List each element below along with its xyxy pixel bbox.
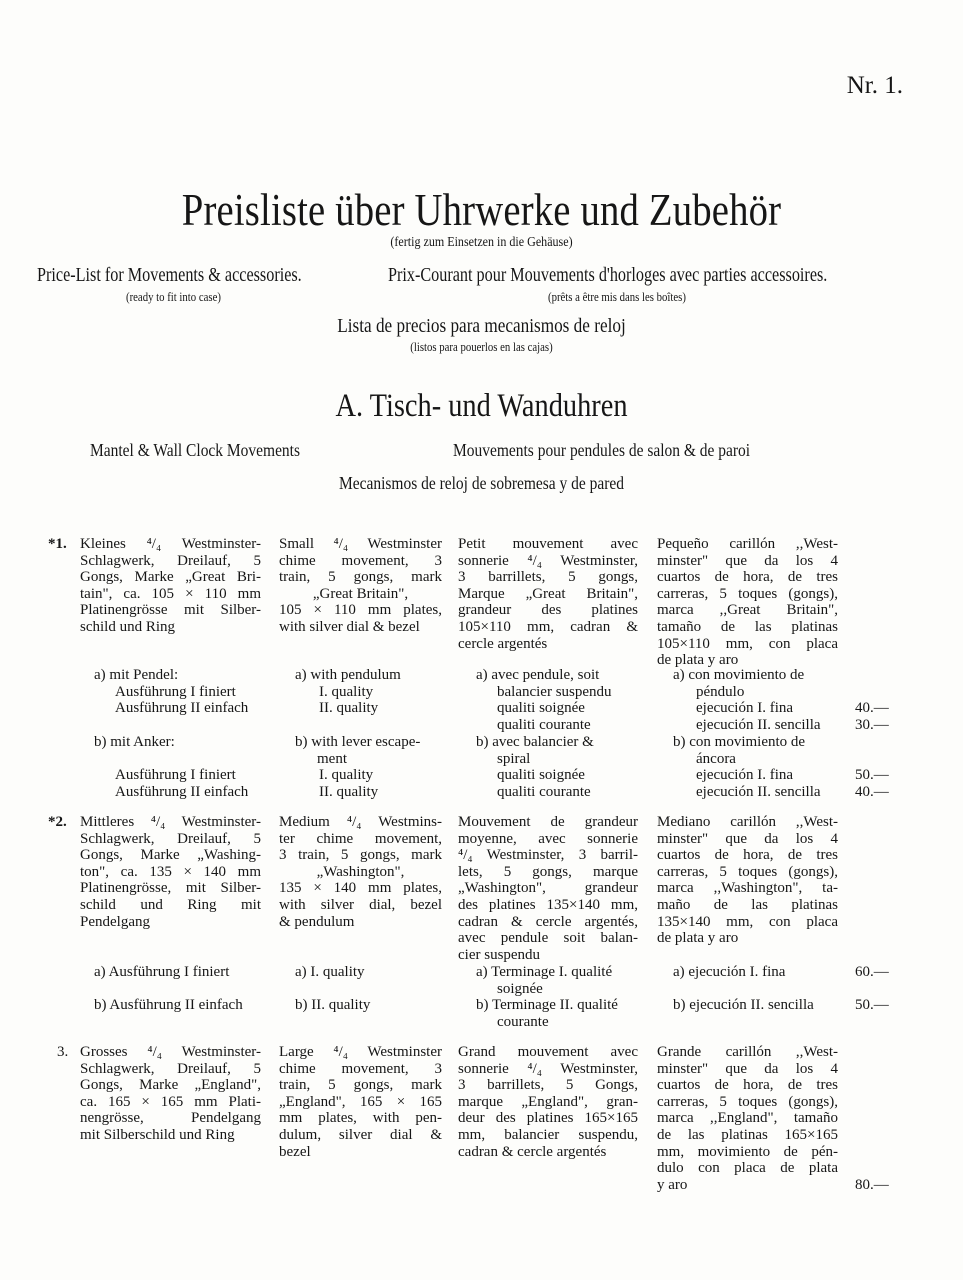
description-line: 3 train, 5 gongs, mark [279, 847, 442, 864]
option-french-line: a) avec pendule, soit [476, 667, 600, 683]
description-line: minster" que da los 4 [657, 1060, 838, 1077]
description-line: minster" que da los 4 [657, 830, 838, 847]
price: 50.— [855, 767, 889, 784]
description-english [279, 536, 442, 636]
description-line: moyenne, avec sonnerie [458, 830, 638, 847]
description-line: 3 barrillets, 5 gongs, [458, 569, 638, 586]
option-french-line: qualiti soignée [497, 767, 585, 784]
description-line: „England", 165 × 165 [279, 1093, 442, 1110]
option-english-line: II. quality [319, 783, 379, 800]
page-number: Nr. 1. [846, 72, 903, 99]
description-line: cuartos de hora, de tres [657, 1077, 838, 1094]
description-line: Marque „Great Britain", [458, 585, 638, 602]
item-number: *2. [48, 814, 67, 830]
description-line: Gongs, Marke „England", [80, 1077, 261, 1094]
description-line: cuartos de hora, de tres [657, 569, 838, 586]
description-line: Small ⁴/₄ Westminster [279, 536, 442, 552]
option-spanish-line: b) ejecución II. sencilla [673, 997, 814, 1013]
description-line: maño de las platinas [657, 896, 838, 913]
description-line: avec pendule soit balan- [458, 930, 638, 947]
option-french-line: soignée [497, 980, 543, 997]
description-line: with silver dial, bezel [279, 896, 442, 913]
option-english-line: ment [317, 750, 347, 767]
option-english-line: a) I. quality [295, 964, 365, 980]
description-english [279, 1044, 442, 1160]
price: 40.— [855, 700, 889, 717]
description-line: Platinengrösse, mit Silber- [80, 880, 261, 897]
description-line: dulo con placa de plata [657, 1160, 838, 1177]
description-line: 105×110 mm, cadran & [458, 618, 638, 635]
description-line: mm, movimiento de pén- [657, 1143, 838, 1160]
description-line: Gongs, Marke „Great Bri- [80, 569, 261, 586]
option-spanish-line: ejecución II. sencilla [696, 783, 821, 800]
option-german-line: Ausführung I finiert [115, 767, 236, 784]
description-line: sonnerie ⁴/₄ Westminster, [458, 1060, 638, 1077]
option-english-line: II. quality [319, 700, 379, 717]
description-line: 105 × 110 mm plates, [279, 602, 442, 619]
option-spanish-line: a) con movimiento de [673, 667, 805, 683]
description-line: Pendelgang [80, 913, 150, 930]
price: 60.— [855, 964, 889, 980]
description-line: „Great Britain", [312, 585, 409, 602]
option-english-line: I. quality [319, 767, 374, 784]
option-french-line: balancier suspendu [497, 683, 612, 700]
price: 50.— [855, 997, 889, 1013]
description-line: cier suspendu [458, 946, 541, 963]
description-german [80, 814, 261, 930]
option-spanish-line: ejecución I. fina [696, 767, 794, 784]
description-line: lets, 5 gongs, marque [458, 863, 638, 880]
description-line: carreras, 5 toques (gongs), [657, 585, 838, 602]
description-line: cadran & cercle argentés, [458, 913, 638, 930]
description-line: de plata y aro [657, 652, 739, 669]
option-english-line: b) with lever escape- [295, 734, 421, 750]
description-line: mit Silberschild und Ring [80, 1126, 235, 1143]
description-line: Platinengrösse mit Silber- [80, 602, 261, 619]
description-line: Petit mouvement avec [458, 536, 638, 552]
price: 30.— [855, 716, 889, 733]
option-spanish-line: b) con movimiento de [673, 734, 806, 750]
description-line: ca. 165 × 165 mm Plati- [80, 1093, 261, 1110]
spanish-subtitle: (listos para pouerlos en las cajas) [410, 340, 553, 354]
description-line: Schlagwerk, Dreilauf, 5 [80, 830, 261, 847]
description-line: Medium ⁴/₄ Westmins- [279, 814, 442, 830]
description-french [458, 814, 638, 963]
description-line: de las platinas 165×165 [657, 1126, 838, 1143]
description-line: & pendulum [279, 913, 355, 930]
option-spanish-line: ejecución I. fina [696, 700, 794, 717]
description-german [80, 536, 261, 636]
description-line: Mediano carillón ,,West- [657, 814, 838, 830]
description-line: minster" que da los 4 [657, 552, 838, 569]
description-line: train, 5 gongs, mark [279, 1077, 442, 1094]
section-spanish: Mecanismos de reloj de sobremesa y de pared [338, 473, 624, 493]
option-spanish-line: a) ejecución I. fina [673, 964, 786, 980]
description-line: Schlagwerk, Dreilauf, 5 [80, 1060, 261, 1077]
description-line: des platines 135×140 mm, [458, 896, 638, 913]
description-line: chime movement, 3 [279, 1060, 442, 1077]
description-line: cuartos de hora, de tres [657, 847, 838, 864]
option-french-line: b) Terminage II. qualité [476, 997, 618, 1013]
item-number: *1. [48, 536, 67, 552]
option-german-line: b) Ausführung II einfach [94, 997, 243, 1013]
spanish-title: Lista de precios para mecanismos de reloj [337, 315, 626, 337]
option-french-line: qualiti courante [497, 716, 591, 733]
description-line: tain", ca. 105 × 110 mm [80, 585, 261, 602]
page-title: Preisliste über Uhrwerke und Zubehör [181, 185, 782, 235]
description-line: mm, balancier suspendu, [458, 1126, 638, 1143]
description-line: marca ,,England", tamaño [657, 1110, 838, 1127]
option-german-line: b) mit Anker: [94, 734, 175, 750]
option-german-line: a) Ausführung I finiert [94, 964, 230, 980]
option-german-line: a) mit Pendel: [94, 667, 179, 683]
description-french [458, 1044, 638, 1160]
description-line: Schlagwerk, Dreilauf, 5 [80, 552, 261, 569]
description-line: marca ,,Washington", ta- [657, 880, 838, 897]
description-german [80, 1044, 261, 1144]
description-spanish [657, 1044, 838, 1193]
description-line: cadran & cercle argentés [458, 1143, 607, 1160]
option-french-line: a) Terminage I. qualité [476, 964, 613, 980]
french-subtitle: (prêts a être mis dans les boîtes) [548, 290, 686, 304]
description-line: Grand mouvement avec [458, 1044, 638, 1060]
description-line: carreras, 5 toques (gongs), [657, 1093, 838, 1110]
price: 40.— [855, 783, 889, 800]
option-english-line: b) II. quality [295, 997, 371, 1013]
option-french-line: qualiti courante [497, 783, 591, 800]
description-line: Grande carillón ,,West- [657, 1044, 838, 1060]
description-line: bezel [279, 1143, 311, 1160]
description-line: Mittleres ⁴/₄ Westminster- [80, 814, 261, 830]
option-english-line: I. quality [319, 683, 374, 700]
description-line: grandeur des platines [458, 602, 638, 619]
option-english-line: a) with pendulum [295, 667, 401, 683]
description-line: tamaño de las platinas [657, 618, 838, 635]
description-line: „Washington", [316, 863, 405, 880]
english-subtitle: (ready to fit into case) [126, 290, 221, 304]
option-spanish-line: áncora [696, 750, 736, 767]
option-german-line: Ausführung II einfach [115, 783, 249, 800]
description-line: „Washington", grandeur [458, 880, 638, 897]
description-line: 3 barrillets, 5 Gongs, [458, 1077, 638, 1094]
description-english [279, 814, 442, 930]
description-line: Mouvement de grandeur [458, 814, 638, 830]
description-line: chime movement, 3 [279, 552, 442, 569]
price: 80.— [855, 1176, 889, 1193]
page-subtitle: (fertig zum Einsetzen in die Gehäuse) [390, 235, 573, 250]
description-line: schild und Ring mit [80, 896, 261, 913]
description-line: deur des platines 165×165 [458, 1110, 638, 1127]
description-line: 135×140 mm, con placa [657, 913, 838, 930]
description-line: Pequeño carillón ,,West- [657, 536, 838, 552]
english-title: Price-List for Movements & accessories. [37, 265, 302, 286]
description-line: ter chime movement, [279, 830, 442, 847]
option-french-line: spiral [497, 750, 531, 767]
section-title: A. Tisch- und Wanduhren [335, 388, 628, 424]
description-line: 135 × 140 mm plates, [279, 880, 442, 897]
description-line: Large ⁴/₄ Westminster [279, 1044, 442, 1060]
description-line: de plata y aro [657, 930, 739, 947]
description-line: Grosses ⁴/₄ Westminster- [80, 1044, 261, 1060]
description-french [458, 536, 638, 652]
item-number: 3. [57, 1044, 69, 1060]
description-line: nengrösse, Pendelgang [80, 1110, 261, 1127]
description-line: ton", ca. 135 × 140 mm [80, 863, 261, 880]
description-line: dulum, silver dial & [279, 1126, 442, 1143]
description-line: schild und Ring [80, 618, 176, 635]
description-line: marca ,,Great Britain", [657, 602, 838, 619]
description-line: ⁴/₄ Westminster, 3 barril- [458, 847, 638, 864]
description-line: y aro [657, 1176, 688, 1193]
section-english: Mantel & Wall Clock Movements [90, 440, 301, 460]
description-spanish [657, 536, 838, 669]
option-french-line: courante [497, 1013, 549, 1030]
description-line: Gongs, Marke „Washing- [80, 847, 261, 864]
description-spanish [657, 814, 838, 947]
description-line: carreras, 5 toques (gongs), [657, 863, 838, 880]
description-line: marque „England", gran- [458, 1093, 638, 1110]
description-line: cercle argentés [458, 635, 548, 652]
description-line: mm plates, with pen- [279, 1110, 442, 1127]
section-french: Mouvements pour pendules de salon & de paroi [453, 440, 751, 460]
description-line: with silver dial & bezel [279, 618, 420, 635]
option-spanish-line: péndulo [696, 683, 745, 700]
description-line: train, 5 gongs, mark [279, 569, 442, 586]
description-line: 105×110 mm, con placa [657, 635, 838, 652]
french-title: Prix-Courant pour Mouvements d'horloges avec parties accessoires. [388, 265, 828, 286]
option-german-line: Ausführung I finiert [115, 683, 236, 700]
description-line: Kleines ⁴/₄ Westminster- [80, 536, 261, 552]
description-line: sonnerie ⁴/₄ Westminster, [458, 552, 638, 569]
option-french-line: b) avec balancier & [476, 734, 594, 750]
option-french-line: qualiti soignée [497, 700, 585, 717]
option-german-line: Ausführung II einfach [115, 700, 249, 717]
option-spanish-line: ejecución II. sencilla [696, 716, 821, 733]
